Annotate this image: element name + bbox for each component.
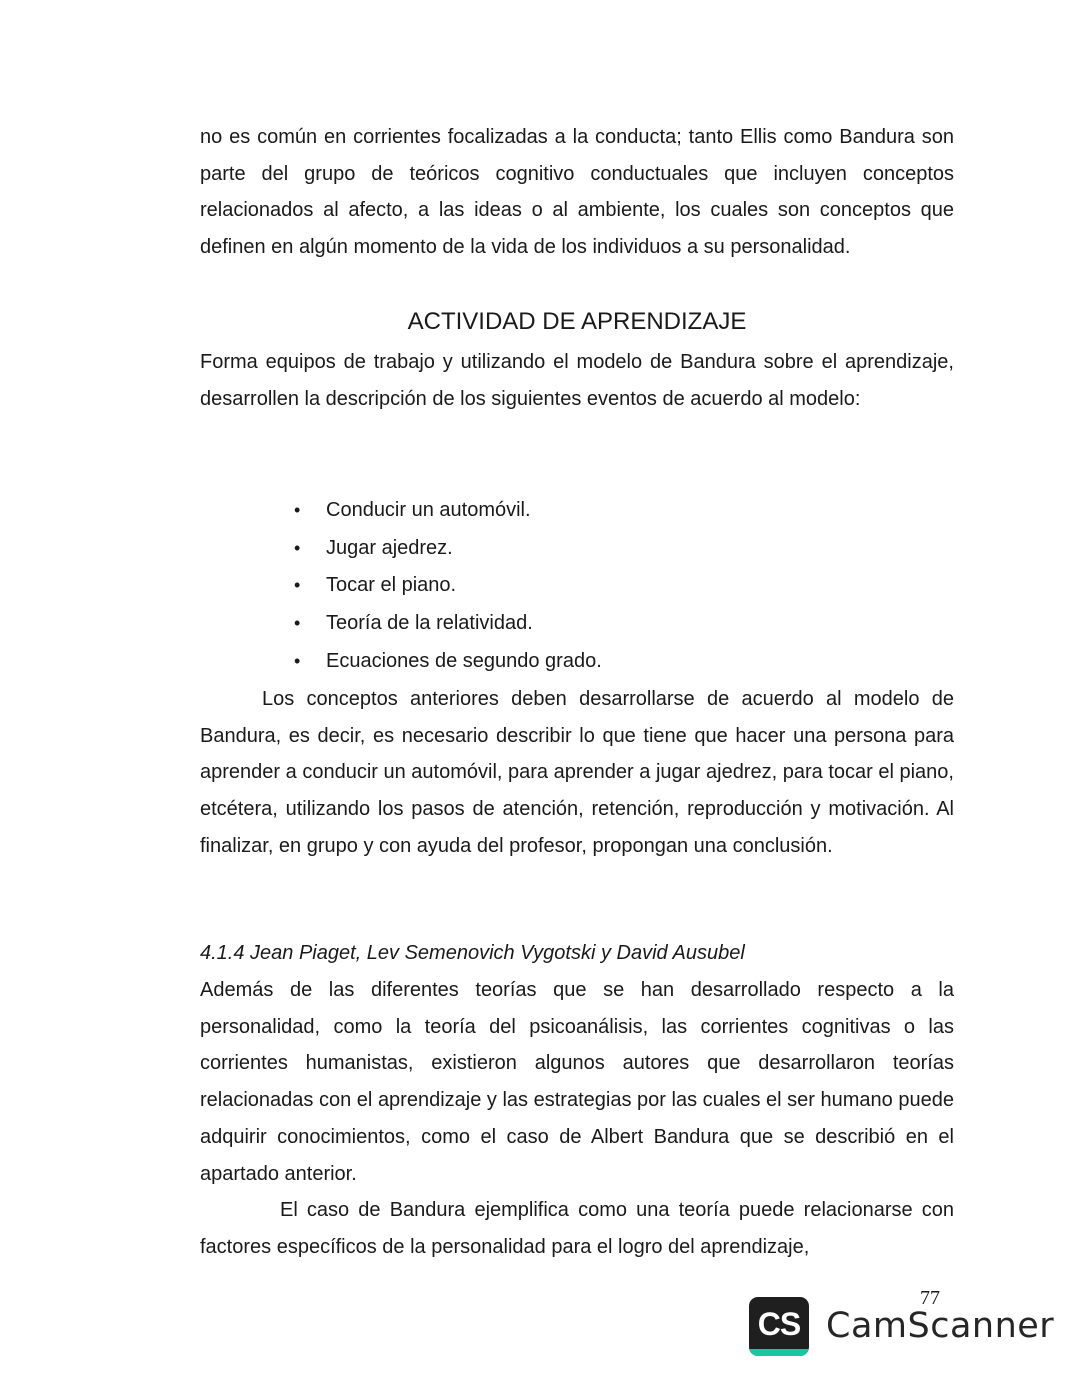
bandura-paragraph [200, 1192, 954, 1265]
list-item [290, 605, 602, 643]
activity-heading: ACTIVIDAD DE APRENDIZAJE [407, 308, 747, 335]
bullet-icon: • [294, 613, 301, 634]
activity-instructions-text: Los conceptos anteriores deben desarrollarse de acuerdo al modelo de Bandura, es decir, es necesario describir lo que tiene que hacer una persona para aprender a conducir un automóvil, para aprender a jugar ajedrez, para tocar el piano, etcétera, utilizando los pasos de atención, retención, reproducción y motivación. Al finalizar, en grupo y con ayuda del profesor, propongan una conclusión. [200, 688, 954, 857]
bullet-icon: • [294, 575, 301, 596]
paragraph-continuation: no es común en corrientes focalizadas a la conducta; tanto Ellis como Bandura son parte del grupo de teóricos cognitivo conductuales que incluyen conceptos relacionados al afecto, a las ideas o al ambiente, los cuales son conceptos que definen en algún momento de la vida de los individuos a su personalidad. [200, 126, 954, 259]
camscanner-logo-icon [749, 1297, 809, 1356]
activity-intro-paragraph: Forma equipos de trabajo y utilizando el modelo de Bandura sobre el aprendizaje, desarrollen la descripción de los siguientes eventos de acuerdo al modelo: [200, 351, 954, 410]
bandura-paragraph-text: El caso de Bandura ejemplifica como una teoría puede relacionarse con factores específicos de la personalidad para el logro del aprendizaje, [200, 1199, 954, 1258]
list-item-text: Tocar el piano. [326, 574, 457, 597]
page-number: 77 [920, 1287, 940, 1309]
list-item-text: Teoría de la relatividad. [326, 612, 533, 635]
section-heading: 4.1.4 Jean Piaget, Lev Semenovich Vygotski y David Ausubel [200, 942, 745, 964]
list-item [290, 530, 602, 568]
list-item [290, 567, 602, 605]
section-paragraph: Además de las diferentes teorías que se han desarrollado respecto a la personalidad, como la teoría del psicoanálisis, las corrientes cognitivas o las corrientes humanistas, existieron algunos autores que desarrollaron teorías relacionadas con el aprendizaje y las estrategias por las cuales el ser humano puede adquirir conocimientos, como el caso de Albert Bandura que se describió en el apartado anterior. [200, 979, 954, 1185]
activity-bullet-list [290, 492, 602, 681]
logo-brand-text: CamScanner [826, 1306, 1055, 1346]
list-item [290, 492, 602, 530]
bullet-icon: • [294, 537, 301, 558]
list-item [290, 643, 602, 681]
bullet-icon: • [294, 500, 301, 520]
bullet-icon: • [294, 650, 301, 671]
activity-instructions-paragraph [200, 681, 954, 865]
list-item-text: Jugar ajedrez. [326, 536, 453, 559]
camscanner-watermark [749, 1297, 1055, 1359]
logo-accent-stripe [749, 1349, 809, 1356]
logo-badge-text: CS [757, 1306, 801, 1342]
list-item-text: Conducir un automóvil. [326, 499, 531, 521]
list-item-text: Ecuaciones de segundo grado. [326, 649, 602, 672]
